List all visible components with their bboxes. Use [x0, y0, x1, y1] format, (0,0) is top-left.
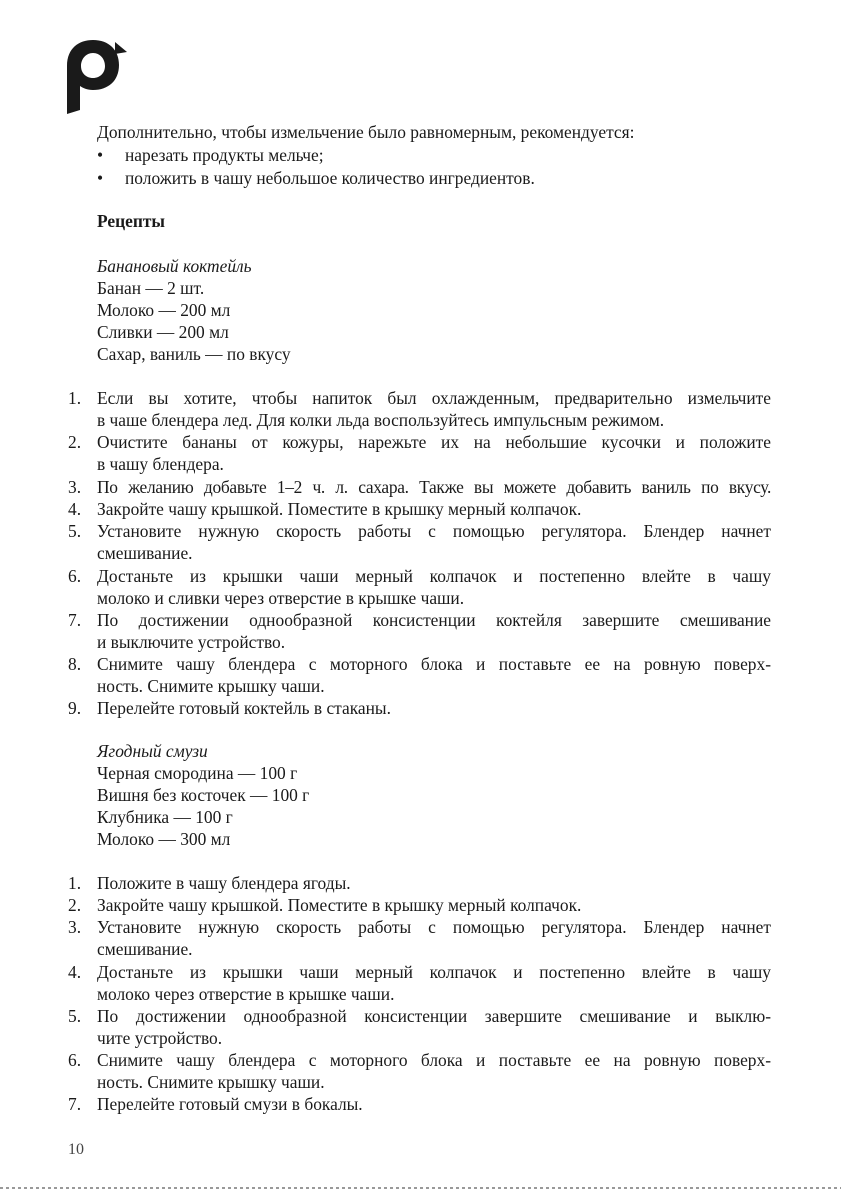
- step-number: 5.: [68, 521, 82, 541]
- recipe-title: Ягодный смузи: [97, 741, 208, 761]
- intro-text: Дополнительно, чтобы измельчение было равномерным, рекомендуется:: [97, 122, 635, 142]
- step-number: 7.: [68, 1094, 82, 1114]
- ingredient: Клубника — 100 г: [97, 807, 233, 827]
- brand-logo-icon: [67, 40, 127, 114]
- step-text: Достаньте из крышки чаши мерный колпачок и постепенно влейте в чашу: [97, 566, 771, 586]
- step-text: Установите нужную скорость работы с помощью регулятора. Блендер начнет: [97, 917, 771, 937]
- step-text: Перелейте готовый смузи в бокалы.: [97, 1094, 363, 1114]
- ingredient: Банан — 2 шт.: [97, 278, 205, 298]
- step-number: 6.: [68, 1050, 82, 1070]
- page-number: 10: [68, 1141, 84, 1158]
- bullet-icon: •: [97, 145, 104, 165]
- step-text: смешивание.: [97, 543, 193, 563]
- step-text: Установите нужную скорость работы с помощью регулятора. Блендер начнет: [97, 521, 771, 541]
- ingredient: Сливки — 200 мл: [97, 322, 229, 342]
- bullet-icon: •: [97, 168, 104, 188]
- step-number: 4.: [68, 962, 82, 982]
- ingredient: Сахар, ваниль — по вкусу: [97, 344, 291, 364]
- step-text: в чашу блендера.: [97, 454, 224, 474]
- step-text: ность. Снимите крышку чаши.: [97, 676, 325, 696]
- step-text: Перелейте готовый коктейль в стаканы.: [97, 698, 391, 718]
- step-text: молоко и сливки через отверстие в крышке чаши.: [97, 588, 465, 608]
- step-text: Если вы хотите, чтобы напиток был охлажденным, предварительно измельчите: [97, 388, 771, 408]
- step-number: 5.: [68, 1006, 82, 1026]
- step-number: 6.: [68, 566, 82, 586]
- step-text: и выключите устройство.: [97, 632, 286, 652]
- step-text: ность. Снимите крышку чаши.: [97, 1072, 325, 1092]
- step-number: 2.: [68, 432, 82, 452]
- footer-divider: [0, 1187, 841, 1189]
- recipe-title: Банановый коктейль: [97, 256, 252, 276]
- step-text: Очистите бананы от кожуры, нарежьте их на небольшие кусочки и положите: [97, 432, 771, 452]
- bullet-text: положить в чашу небольшое количество ингредиентов.: [125, 168, 535, 188]
- ingredient: Черная смородина — 100 г: [97, 763, 298, 783]
- step-number: 8.: [68, 654, 82, 674]
- step-text: По достижении однообразной консистенции коктейля завершите смешивание: [97, 610, 771, 630]
- step-number: 4.: [68, 499, 82, 519]
- ingredient: Вишня без косточек — 100 г: [97, 785, 310, 805]
- step-number: 2.: [68, 895, 82, 915]
- step-number: 9.: [68, 698, 82, 718]
- step-number: 7.: [68, 610, 82, 630]
- step-text: Закройте чашу крышкой. Поместите в крышку мерный колпачок.: [97, 499, 582, 519]
- step-text: чите устройство.: [97, 1028, 223, 1048]
- ingredient: Молоко — 300 мл: [97, 829, 231, 849]
- step-text: По желанию добавьте 1–2 ч. л. сахара. Также вы можете добавить ваниль по вкусу.: [97, 477, 771, 497]
- step-text: Снимите чашу блендера с моторного блока и поставьте ее на ровную поверх-: [97, 1050, 771, 1070]
- step-text: Достаньте из крышки чаши мерный колпачок и постепенно влейте в чашу: [97, 962, 771, 982]
- step-text: в чаше блендера лед. Для колки льда воспользуйтесь импульсным режимом.: [97, 410, 665, 430]
- step-number: 3.: [68, 917, 82, 937]
- step-number: 1.: [68, 873, 82, 893]
- section-heading: Рецепты: [97, 211, 165, 231]
- bullet-text: нарезать продукты мельче;: [125, 145, 324, 165]
- step-number: 3.: [68, 477, 82, 497]
- step-text: Снимите чашу блендера с моторного блока и поставьте ее на ровную поверх-: [97, 654, 771, 674]
- step-number: 1.: [68, 388, 82, 408]
- step-text: молоко через отверстие в крышке чаши.: [97, 984, 395, 1004]
- ingredient: Молоко — 200 мл: [97, 300, 231, 320]
- step-text: смешивание.: [97, 939, 193, 959]
- step-text: Закройте чашу крышкой. Поместите в крышку мерный колпачок.: [97, 895, 582, 915]
- step-text: По достижении однообразной консистенции завершите смешивание и выклю-: [97, 1006, 771, 1026]
- step-text: Положите в чашу блендера ягоды.: [97, 873, 351, 893]
